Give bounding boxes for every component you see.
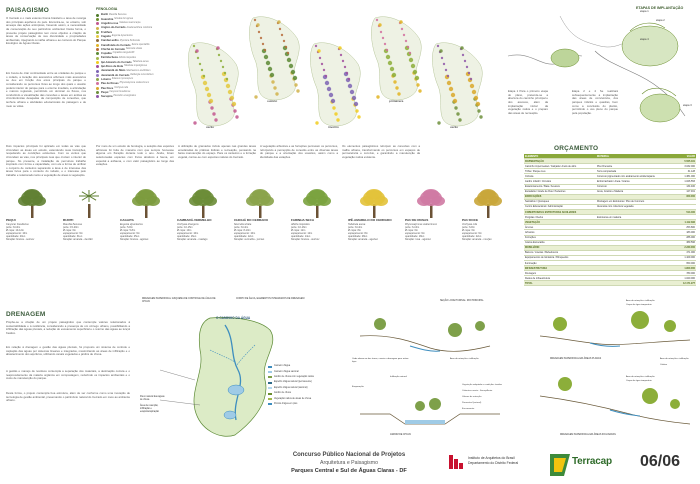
drenagem-title: DRENAGEM bbox=[6, 311, 46, 318]
fenologia-title: FENOLOGIA bbox=[96, 7, 118, 11]
tree-illustration bbox=[6, 188, 60, 218]
iab-name: Instituto de Arquitetos do Brasil bbox=[468, 456, 515, 460]
budget-cell: Caminho impermeável / Calçada / Anéis de átrio bbox=[524, 164, 596, 169]
species-color-dot bbox=[96, 61, 99, 64]
tree-illustration bbox=[291, 188, 345, 218]
budget-cell: Montagem em Estruturas / Piso de Concreto bbox=[596, 199, 666, 204]
budget-cell: Iluminação bbox=[524, 260, 596, 265]
page-number: 06/06 bbox=[640, 453, 681, 470]
species-name: Angico-do-Cerrado bbox=[101, 26, 126, 30]
species-color-dot bbox=[96, 39, 99, 42]
legend-label: Espelho d'água natural (sazonal) bbox=[274, 386, 308, 389]
mid-text-col-2: A utilização de gramados incluiu apenas nas grandes áreas ensolaradas de práticas lúdicas e recreação, pensando na baixa manutenção do espaço. Para os canteiros e a forração vegetal, contou-se com espécies nativas do Cerrado. bbox=[178, 144, 256, 159]
budget-header-cell: VALOR bbox=[666, 154, 696, 159]
species-scientific-name: Albizia niopoides bbox=[118, 56, 136, 59]
tree-esp: espaçamento: 10m bbox=[6, 232, 28, 236]
budget-cell: 471.000 bbox=[666, 250, 696, 255]
budget-cell: Grama Esmeralda bbox=[524, 240, 596, 245]
budget-cell: Pérgolas / Decks bbox=[524, 215, 596, 220]
budget-cell: 1.800.000 bbox=[666, 266, 696, 271]
budget-cell: Sanitários / Quiosques bbox=[524, 199, 596, 204]
budget-cell: 3.032.000 bbox=[666, 164, 696, 169]
tree-h: porte: 8-12m bbox=[348, 225, 363, 229]
legend-label: Jardim de chuva com vegetação nativa bbox=[274, 376, 314, 379]
season-label: verão bbox=[206, 125, 215, 129]
budget-cell: Arbustos bbox=[524, 230, 596, 235]
tree-esp: espaçamento: 12m bbox=[291, 232, 313, 236]
budget-cell: Estruturas em madeira bbox=[596, 215, 666, 220]
section-drawings bbox=[350, 296, 696, 446]
tree-d: Ø copa: 6m bbox=[462, 229, 475, 233]
tree-illustration bbox=[462, 188, 516, 218]
tree-sci: Sterculia striata bbox=[234, 222, 252, 226]
footer-line-1: Concurso Público Nacional de Projetos bbox=[292, 452, 406, 458]
tree-sci: Vochysia rufa bbox=[462, 222, 478, 226]
tree-d: Ø copa: 6m bbox=[405, 229, 418, 233]
legend-swatch bbox=[268, 387, 272, 389]
legend-swatch bbox=[268, 398, 272, 400]
tree-d: Ø copa: 8m bbox=[348, 229, 361, 233]
mid-text-col-4: Os elementos paisagísticos reforçam as conexões com a malha urbana, transformando os percursos em espaços de permanência e convívio, e garantindo a manutenção da vegetação nativa existente. bbox=[342, 144, 420, 159]
species-scientific-name: Copaifera langsdorffii bbox=[112, 52, 135, 55]
budget-cell: Redes de infraestrutura bbox=[524, 276, 596, 281]
tree-name: CAGAITA bbox=[120, 218, 134, 222]
tree-qtd: quantidade: 20un bbox=[6, 235, 26, 239]
footer-line-3: Parques Central e Sul de Águas Claras - DF bbox=[291, 468, 407, 474]
species-color-dot bbox=[96, 35, 99, 38]
budget-cell: 2.230.000 bbox=[666, 245, 696, 250]
legend-label: Canteiro d'água bbox=[274, 365, 291, 368]
legend-label: Espelho d'água natural (permanente) bbox=[274, 381, 312, 384]
sections-drawing bbox=[350, 296, 696, 446]
species-scientific-name: Senna spectabilis bbox=[131, 43, 150, 46]
species-color-dot bbox=[96, 27, 99, 30]
species-name: Cagaita bbox=[101, 34, 111, 38]
tree-h: porte: 8-12m bbox=[234, 225, 249, 229]
season-plan bbox=[430, 34, 490, 134]
tree-name: BURITI bbox=[63, 218, 74, 222]
legend-label: Canteiro d'água sazonal bbox=[274, 370, 299, 373]
table-row bbox=[524, 281, 696, 286]
budget-cell: Ciclovia bbox=[524, 174, 596, 179]
species-scientific-name: Machaerium acutifolium bbox=[126, 69, 151, 72]
species-scientific-name: Vochysia rufa bbox=[114, 86, 129, 89]
tree-h: porte: 5-8m bbox=[120, 225, 133, 229]
tree-illustration bbox=[120, 188, 174, 218]
section-3-note: Permeável (natural) bbox=[462, 402, 482, 404]
drenagem-paragraph-3: A gestão e manejo de resíduos contempla a separação dos materiais, a destinação correta e o reaproveitamento da matéria orgânica em compostagem, reduzindo os impactos ambientais e o custo de manutenção do parque. bbox=[6, 369, 130, 381]
species-color-dot bbox=[96, 48, 99, 51]
etapas-map bbox=[500, 6, 696, 146]
drain-legend-left-2: Área de retenção, infiltração e evapotranspiração bbox=[140, 405, 159, 413]
section-3-note-extra-1: Infiltração natural bbox=[390, 376, 407, 378]
tree-name: PAU DOCE bbox=[462, 218, 479, 222]
legend-swatch bbox=[268, 393, 272, 395]
budget-cell: Terra compactada bbox=[596, 169, 666, 174]
etapa-label-3: etapa 3 bbox=[683, 104, 692, 107]
tree-sci: Vochysia divergens bbox=[177, 222, 199, 226]
section-1-note-1: Onde abrem-se das áreas, canais e drenagem para retirar lajes bbox=[352, 358, 409, 363]
tree-esp: espaçamento: 10m bbox=[234, 232, 256, 236]
budget-cell: 950.000 bbox=[666, 194, 696, 199]
budget-cell: Estacionamento / Baia / Acessos bbox=[524, 184, 596, 189]
budget-cell: Areia, Granito e Madeira bbox=[596, 189, 666, 194]
tree-d: Ø copa: 10m bbox=[177, 229, 192, 233]
tree-sci: Physocalymma scaberrimum bbox=[405, 222, 438, 226]
paisagismo-paragraph-3: Dois impactos principais foi aplicado em todas as vias que circundam as áreas em estudo, estendendo suas transições, respeitando as condições existentes. Com os ventos que circundam as vias, nos principais ruas que cruzam o interior do parque. No presente, a instalação de percursos trabalho inspirado com forma e capacidade, com ele a forma de unificar o conjunto de canteiros separando a área é de interesse das áreas livres para o contexto do rodado, e o interesse pelo trabalho e relacionado tanto a vegetação de áreas à vegetação. bbox=[6, 144, 86, 177]
budget-cell: 253.800 bbox=[666, 225, 696, 230]
budget-table bbox=[524, 154, 696, 286]
drain-label-2: CORPO DE ÁGUA, ELEMENTOS INTEGRADOS DE DRENAGEM bbox=[236, 298, 305, 300]
budget-cell: Centro Educacional / Administração bbox=[524, 204, 596, 209]
footer bbox=[0, 448, 700, 484]
species-color-dot bbox=[96, 91, 99, 94]
budget-cell: MOBILIÁRIO bbox=[524, 245, 596, 250]
tree-d: Ø copa: 6m bbox=[63, 229, 76, 233]
section-3-note: Vegetação adaptada a condições úmidas bbox=[462, 384, 503, 386]
budget-cell: Jardim infantil / Circuitos bbox=[524, 179, 596, 184]
species-name: Farinha Seca bbox=[101, 56, 118, 60]
section-3-label: JARDIM DE CHUVA bbox=[390, 434, 411, 436]
etapa-label-4: etapa 4 bbox=[640, 38, 649, 41]
etapa-label-2: etapa 2 bbox=[656, 19, 665, 22]
tree-qtd: quantidade: 25un bbox=[120, 235, 140, 239]
tree-card bbox=[6, 188, 60, 250]
species-name: Cambuí-velho bbox=[101, 39, 119, 43]
budget-cell: 1.381.000 bbox=[666, 174, 696, 179]
species-name: Chichá do Cerrado bbox=[101, 47, 126, 51]
legend-swatch bbox=[268, 371, 272, 373]
tree-card bbox=[291, 188, 345, 250]
species-color-dot bbox=[96, 70, 99, 73]
budget-cell: 1.109.000 bbox=[666, 255, 696, 260]
iab-department: Departamento do Distrito Federal bbox=[468, 461, 519, 465]
section-2-note-2: Coletor bbox=[660, 364, 668, 366]
budget-cell: 31.128 bbox=[666, 169, 696, 174]
seasonal-plans bbox=[186, 4, 492, 132]
tree-qtd: quantidade: 31un bbox=[63, 235, 83, 239]
tree-name: IPÊ-AMARELO DO CERRADO bbox=[348, 218, 392, 222]
tree-esp: espaçamento: 6m bbox=[120, 232, 140, 236]
tree-name: CHICHÁ DO CERRADO bbox=[234, 218, 269, 222]
section-3-note: Escoamento bbox=[462, 408, 475, 410]
species-scientific-name: Vatairea macrocarpa bbox=[119, 22, 141, 25]
species-scientific-name: Physocalymma scaberrimum bbox=[119, 82, 150, 85]
species-color-dot bbox=[96, 57, 99, 60]
tree-sci: Tabebuia aurea bbox=[348, 222, 366, 226]
budget-cell: INFRAESTRUTURA bbox=[524, 266, 596, 271]
budget-cell: VEGETAÇÃO bbox=[524, 220, 596, 225]
budget-cell: Trilha / Parque Live bbox=[524, 169, 596, 174]
season-plan-drawing bbox=[308, 34, 368, 134]
tree-illustration bbox=[405, 188, 459, 218]
tree-qtd: quantidade: 18un bbox=[405, 235, 425, 239]
tree-h: porte: 6-10m bbox=[405, 225, 420, 229]
budget-cell: Forrações bbox=[524, 235, 596, 240]
budget-cell: Emborrachado / Areia / Grama bbox=[596, 179, 666, 184]
budget-cell: 286.000 bbox=[666, 235, 696, 240]
terracap-name: Terracap bbox=[572, 456, 612, 467]
drain-plan-title: O CAMINHO DA ÁGUA bbox=[216, 316, 251, 320]
tree-card bbox=[462, 188, 516, 250]
species-scientific-name: Eugenia dysenterica bbox=[111, 35, 133, 38]
paisagismo-paragraph-1: O Cerrado é o mais extenso bioma brasileiro e área de recarga dos principais aquíferos do país. Encontra-se, no entanto, sob ameaça das ações antrópicas, havendo assim, a necessidade da conservação de seu patrimônio ambiental. Desta forma, o presente projeto paisagístico tem como objetivo a criação de áreas de conservação de sua diversidade e propriedades ambientais, integrando à malha urbana e ao contexto do Parque Ecológico de Águas Claras. bbox=[6, 16, 86, 46]
legend-swatch bbox=[268, 376, 272, 378]
species-name: Lobeira bbox=[101, 77, 111, 81]
species-scientific-name: Caryocar brasiliense bbox=[109, 91, 131, 94]
budget-cell: 780.000 bbox=[666, 271, 696, 276]
species-scientific-name: Anadenanthera colubrina bbox=[126, 26, 153, 29]
drenagem-paragraph-2: Em relação à drenagem e gestão das águas pluviais, foi proposto um sistema de controle e captação das águas por sistemas lineares e integrados, maximizando as áreas de infiltração e o abastecimento dos aquíferos, utilizando canais vegetados e jardins de chuva. bbox=[6, 345, 130, 357]
species-name: Frutífera bbox=[101, 30, 112, 34]
tree-card bbox=[405, 188, 459, 250]
budget-cell: Árvores bbox=[524, 225, 596, 230]
legend-swatch bbox=[268, 403, 272, 405]
species-name: Buriti bbox=[101, 13, 109, 17]
budget-cell: 134.400 bbox=[666, 184, 696, 189]
tree-qtd: quantidade: 16un bbox=[177, 235, 197, 239]
season-plan-drawing bbox=[369, 8, 429, 108]
section-4-note-2: Corpo de água temporário bbox=[626, 380, 652, 382]
season-plan-drawing bbox=[430, 34, 490, 134]
etapas-text-2: Etapa 2 e 4 Se realizará subsequentemente a implantação das áreas de convivência, dos parques infantis e quadras, bem como a conclusão do plantio, permitindo o uso pleno do parque pela população. bbox=[572, 89, 618, 115]
species-scientific-name: Solanum lycocarpum bbox=[111, 78, 134, 81]
species-scientific-name: Tabebuia impetiginosa bbox=[123, 65, 147, 68]
budget-cell: Piso Drenante bbox=[596, 164, 666, 169]
species-color-dot bbox=[96, 87, 99, 90]
tree-illustration bbox=[348, 188, 402, 218]
etapas-text-1: Etapa 1 Para o primeiro etapa do plano, pretende-se a abertura do caminho principal e dos acessos, além da implantação inicial da vegetação nativa e o preparo das áreas de recreação. bbox=[508, 89, 548, 115]
tree-esp: espaçamento: 8m bbox=[348, 232, 368, 236]
drain-legend-right bbox=[268, 364, 342, 407]
tree-qtd: quantidade: 22un bbox=[462, 235, 482, 239]
tree-card bbox=[63, 188, 117, 250]
tree-sci: Eugenia dysenterica bbox=[120, 222, 143, 226]
section-1-label: SEÇÃO LONGITUDINAL: RIO PRINCIPAL bbox=[440, 300, 484, 302]
tree-name: PAU DE ROSAS bbox=[405, 218, 429, 222]
legend-label: Pontos d'água em piso bbox=[274, 403, 298, 405]
tree-d: Ø copa: 10-12m bbox=[6, 229, 24, 233]
fenologia-item bbox=[96, 95, 182, 99]
drenagem-paragraph-1: Propõe-se a criação de um projeto paisagístico que contemple valores relacionados à sustentabilidade e à resiliência, considerando a presença de um córrego urbano, possibilitando a infiltração das águas pluviais, a redução do escoamento superficial e o retorno das águas ao lençol freático. bbox=[6, 320, 130, 335]
season-label: verão bbox=[450, 125, 459, 129]
season-plan bbox=[247, 8, 307, 108]
tree-card bbox=[120, 188, 174, 250]
species-name: Pau Doce bbox=[101, 86, 114, 90]
budget-cell: Concreto pigmentado com acabamento antiderrapante bbox=[596, 174, 666, 179]
species-scientific-name: Simaba ferruginea bbox=[114, 18, 134, 21]
section-3-notes bbox=[462, 384, 518, 414]
drain-label-1: DRENAGEM SUPERFICIAL: ESQUEMA DE CONTROLE DE ÁGUA DE CHUVA bbox=[142, 298, 216, 303]
tree-flor: floração: amarela - ago/set bbox=[348, 238, 378, 242]
fenologia-list bbox=[96, 13, 182, 99]
section-2-note-1: Área de retenção e infiltração bbox=[660, 358, 689, 360]
season-label: primavera bbox=[389, 99, 404, 103]
species-color-dot bbox=[96, 22, 99, 25]
species-scientific-name: Tabebuia aurea bbox=[132, 60, 149, 63]
season-label: inverno bbox=[328, 125, 339, 129]
budget-cell: 1.020.000 bbox=[666, 276, 696, 281]
section-3-note-extra-2: Evaporação bbox=[352, 386, 364, 388]
tree-illustration bbox=[177, 188, 231, 218]
section-3-note: Volume de retenção bbox=[462, 396, 482, 398]
species-color-dot bbox=[96, 82, 99, 85]
species-name: Pau de Rosas bbox=[101, 82, 119, 86]
budget-cell: 389.596 bbox=[666, 240, 696, 245]
budget-cell: 1.026.553 bbox=[666, 179, 696, 184]
season-plan-drawing bbox=[247, 8, 307, 108]
iab-logo bbox=[448, 454, 464, 470]
tree-esp: espaçamento: 6m bbox=[405, 232, 425, 236]
tree-h: porte: 6-8m bbox=[462, 225, 475, 229]
etapas-title: ETAPAS DE IMPLANTAÇÃO bbox=[636, 6, 684, 10]
species-name: Ipê-Roxo de Bola bbox=[101, 65, 123, 69]
budget-header-cell: ELEMENTO bbox=[524, 154, 596, 159]
budget-cell: TOTAL bbox=[524, 281, 596, 286]
budget-cell: 183.000 bbox=[666, 230, 696, 235]
species-color-dot bbox=[96, 74, 99, 77]
tree-d: Ø copa: 8-10m bbox=[234, 229, 251, 233]
species-color-dot bbox=[96, 78, 99, 81]
species-scientific-name: Mauritia flexuosa bbox=[109, 13, 127, 16]
paisagismo-title: PAISAGISMO bbox=[6, 7, 50, 14]
tree-flor: floração: vermelha - jun/set bbox=[234, 238, 265, 242]
species-color-dot bbox=[96, 31, 99, 34]
tree-h: porte: 10-15m bbox=[177, 225, 193, 229]
section-1-right-1: Área de retenção e infiltração bbox=[626, 300, 655, 302]
tree-d: Ø copa: 12m bbox=[291, 229, 306, 233]
species-color-dot bbox=[96, 18, 99, 21]
tree-qtd: quantidade: 28un bbox=[348, 235, 368, 239]
species-name: Pequi bbox=[101, 90, 109, 94]
tree-flor: floração: amarela - mai/ago bbox=[177, 238, 208, 242]
tree-sci: Albizia niopoides bbox=[291, 222, 310, 226]
species-name: Angelim-rosa bbox=[101, 22, 119, 26]
budget-cell: 5.565.181 bbox=[666, 159, 696, 164]
section-4-label: DRENAGEM SUPERFICIAL EM ÁREAS INCLINADAS bbox=[560, 434, 616, 436]
season-plan bbox=[186, 34, 246, 134]
species-name: Jacarandá do Mato bbox=[101, 69, 126, 73]
drenagem-paragraph-4: Desta forma, o projeto contempla boa estrutura, além de ser conforme como uma inovação de tecnologia de gestão ambiental, preservando o patrimônio natural do Cerrado em meio ao ambiente urbano. bbox=[6, 391, 130, 403]
budget-cell: 12.171.977 bbox=[666, 281, 696, 286]
species-name: Ipê-Amarelo do Cerrado bbox=[101, 60, 132, 64]
species-color-dot bbox=[96, 44, 99, 47]
species-color-dot bbox=[96, 14, 99, 17]
species-color-dot bbox=[96, 52, 99, 55]
species-name: Copaíba bbox=[101, 52, 112, 56]
tree-sci: Mauritia flexuosa bbox=[63, 222, 82, 226]
tree-h: porte: 10-16m bbox=[291, 225, 307, 229]
legend-swatch bbox=[268, 366, 272, 368]
section-1-note-2: Área de retenção e infiltração bbox=[450, 358, 479, 360]
species-scientific-name: Pterodon emarginatus bbox=[113, 95, 137, 98]
budget-header-cell: MATERIAL bbox=[596, 154, 666, 159]
budget-cell: Escadaria / Grade de Rua / Pedestres bbox=[524, 189, 596, 194]
budget-cell: Equipamentos de Ginástica / Brinquedos bbox=[524, 255, 596, 260]
budget-cell: PAVIMENTAÇÃO bbox=[524, 159, 596, 164]
species-name: Jacarandá do Cerrado bbox=[101, 73, 130, 77]
tree-flor: floração: branca - ago/set bbox=[120, 238, 149, 242]
tree-card bbox=[234, 188, 288, 250]
budget-cell: Drenagem bbox=[524, 271, 596, 276]
budget-cell: Bancos / Lixeiras / Bebedouros bbox=[524, 250, 596, 255]
tree-flor: floração: branca - set/nov bbox=[6, 238, 35, 242]
budget-cell: 127.461 bbox=[666, 189, 696, 194]
paisagismo-paragraph-2: Em busca de criar continuidade entre as unidades de parque e o rodado, a locação dos acessórios arbóreos mais acessórios se deu em função dos eixos principais do parque e considerando os percursos livres ao longo dos quais o usuário poderá interior do parque para o entorno imediato, a articulação e marcos regionais, permitindo um dominar os fluxos, nos conduzindo a visualização das conexões e áreas em ambas as circunferências desejadas da composição de conexões, que tenhura urbana e atividades educacionais de paisagem e de meio ou vidas. bbox=[6, 71, 86, 108]
tree-card bbox=[177, 188, 231, 250]
tree-d: Ø copa: 5-8m bbox=[120, 229, 136, 233]
budget-cell: 1.112.396 bbox=[666, 220, 696, 225]
tree-card bbox=[348, 188, 402, 250]
season-plan bbox=[308, 34, 368, 134]
species-color-dot bbox=[96, 65, 99, 68]
section-4-note-1: Área de retenção e infiltração bbox=[626, 376, 655, 378]
species-name: Canafístula do Cerrado bbox=[101, 43, 131, 47]
tree-h: porte: 8-10m bbox=[6, 225, 21, 229]
budget-cell: 514.400 bbox=[666, 210, 696, 215]
species-color-dot bbox=[96, 95, 99, 98]
footer-line-2: Arquitetura e Paisagismo bbox=[320, 460, 378, 466]
legend-label: Jardim de chuva bbox=[274, 392, 291, 395]
species-name: Sucupira bbox=[101, 95, 113, 99]
tree-illustration bbox=[63, 188, 117, 218]
species-scientific-name: Sterculia striata bbox=[126, 48, 142, 51]
tree-flor: floração: amarela - nov/jan bbox=[462, 238, 492, 242]
tree-name: PEQUI bbox=[6, 218, 16, 222]
tree-name: CAMBARÁ-VERMELHO bbox=[177, 218, 212, 222]
etapas-map-drawing bbox=[500, 6, 696, 146]
legend-label: Vegetação nativa de áreas de chuva bbox=[274, 397, 312, 400]
season-label: outono bbox=[267, 99, 278, 103]
budget-cell bbox=[596, 281, 666, 286]
tree-flor: floração: branca - out/nov bbox=[291, 238, 320, 242]
budget-cell: Alvenaria com cobertura vegetada bbox=[596, 204, 666, 209]
tree-h: porte: 15-20m bbox=[63, 225, 79, 229]
tree-esp: espaçamento: 10m bbox=[177, 232, 199, 236]
etapa-label-1: etapa 1 bbox=[640, 10, 649, 13]
budget-cell: EDIFICAÇÕES bbox=[524, 194, 596, 199]
section-2-label: DRENAGEM SUPERFICIAL EM ÁREAS PLANAS bbox=[550, 358, 602, 360]
species-scientific-name: Myrciaria floribunda bbox=[119, 39, 140, 42]
season-plan-drawing bbox=[186, 34, 246, 134]
tree-esp: espaçamento: 6m bbox=[462, 232, 482, 236]
tree-flor: floração: amarela - dez/abr bbox=[63, 238, 93, 242]
species-scientific-name: Dalbergia miscolobium bbox=[130, 73, 154, 76]
tree-illustration bbox=[234, 188, 288, 218]
orcamento-title: ORÇAMENTO bbox=[554, 145, 599, 152]
section-1-right-2: Corpo de água temporário bbox=[626, 304, 652, 306]
budget-cell: 650.000 bbox=[666, 260, 696, 265]
tree-qtd: quantidade: 12un bbox=[234, 235, 254, 239]
tree-name: FARINHA SECA bbox=[291, 218, 315, 222]
budget-cell: Concreto bbox=[596, 184, 666, 189]
tree-qtd: quantidade: 14un bbox=[291, 235, 311, 239]
mid-text-col-1: Por meio de um estudo de fenologia, a seleção das espécies arbóreas foi feita de maneira com que sempre houvesse alguma em floração durante todo o ano. Ainda, foram selecionadas espécies com frutos atrativos à fauna, em especial a avifauna, e com valor paisagístico ao longo das estações. bbox=[96, 144, 174, 167]
legend-swatch bbox=[268, 382, 272, 384]
budget-cell: COBERTURAS E ESTRUTURAS AUXILIARES bbox=[524, 210, 596, 215]
tree-flor: floração: rosa - ago/out bbox=[405, 238, 431, 242]
drain-legend-item bbox=[268, 402, 342, 407]
season-plan bbox=[369, 8, 429, 108]
mid-text-col-3: A vegetação arbustiva e as forrações permeiam os percursos, reforçando a percepção de conexão entre as diversas áreas do parque e a orientação dos usuários, assim como a identidade das estações. bbox=[260, 144, 338, 159]
drain-legend-left-1: Fluxo natural das águas de chuva bbox=[140, 396, 165, 401]
species-name: Guanchia bbox=[101, 17, 114, 21]
tree-esp: espaçamento: 6m bbox=[63, 232, 83, 236]
section-3-note: Cobertura morta - Serrapilheira bbox=[462, 390, 493, 392]
tree-sci: Caryocar brasiliense bbox=[6, 222, 29, 226]
terracap-logo bbox=[548, 450, 628, 480]
